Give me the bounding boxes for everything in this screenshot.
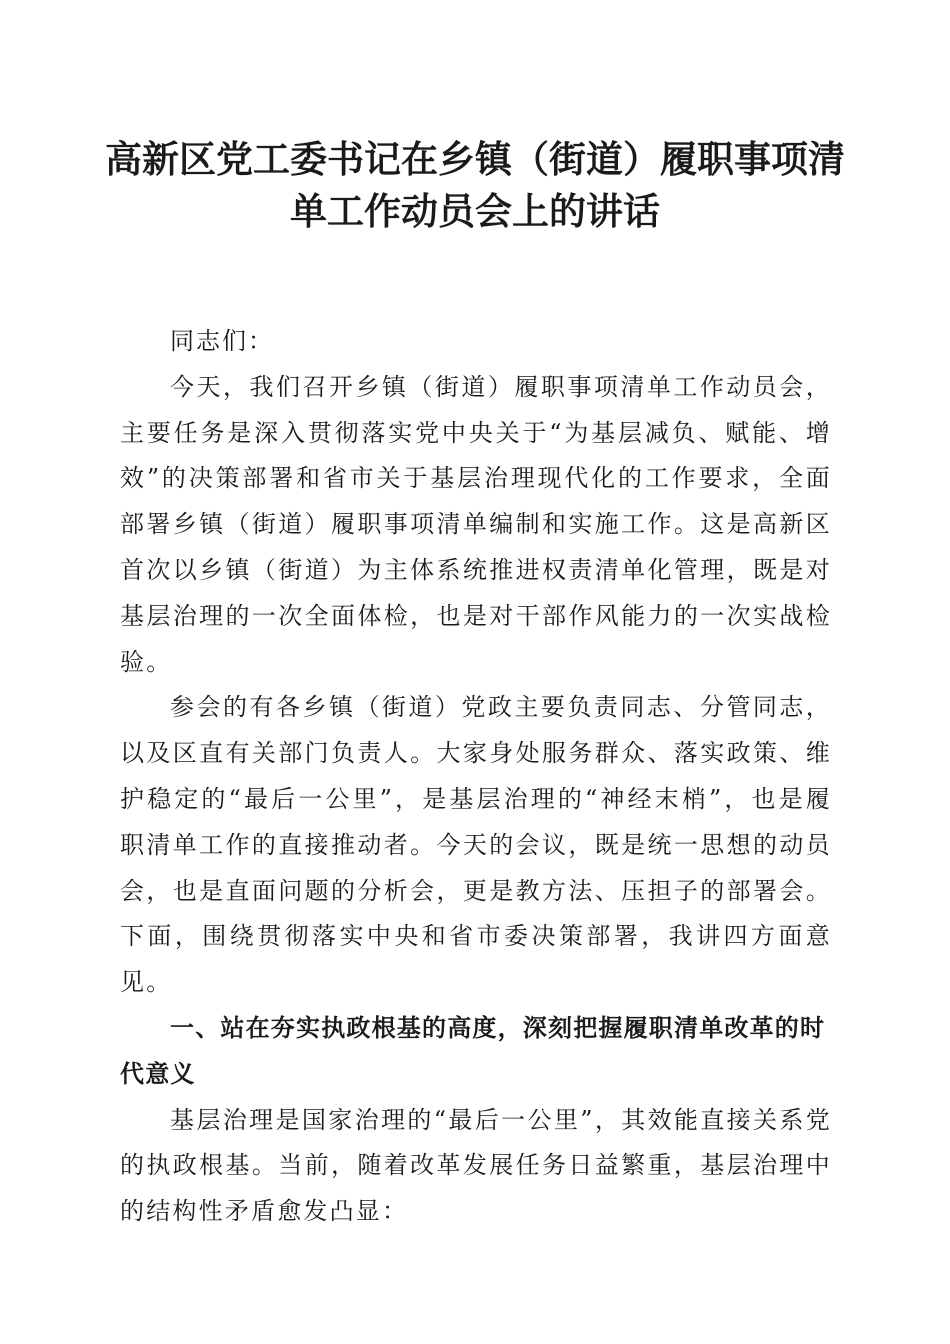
title-line-2: 单工作动员会上的讲话 [290,189,660,233]
title-line-1: 高新区党工委书记在乡镇（街道）履职事项清 [105,137,845,181]
document-body [120,319,832,1235]
paragraph-section-1: 基层治理是国家治理的“最后一公里”，其效能直接关系党的执政根基。当前，随着改革发展任务日益繁重，基层治理中的结构性矛盾愈发凸显： [120,1105,832,1226]
section-heading-1: 一、站在夯实执政根基的高度，深刻把握履职清单改革的时代意义 [120,1013,826,1088]
paragraph-opening: 今天，我们召开乡镇（街道）履职事项清单工作动员会，主要任务是深入贯彻落实党中央关于“为基层减负、赋能、增效”的决策部署和省市关于基层治理现代化的工作要求，全面部署乡镇（街道）履职事项清单编制和实施工作。这是高新区首次以乡镇（街道）为主体系统推进权责清单化管理，既是对基层治理的一次全面体检，也是对干部作风能力的一次实战检验。 [120,372,832,676]
document-title [100,133,850,237]
paragraph-attendees: 参会的有各乡镇（街道）党政主要负责同志、分管同志，以及区直有关部门负责人。大家身处服务群众、落实政策、维护稳定的“最后一公里”，是基层治理的“神经末梢”，也是履职清单工作的直接推动者。今天的会议，既是统一思想的动员会，也是直面问题的分析会，更是教方法、压担子的部署会。下面，围绕贯彻落实中央和省市委决策部署，我讲四方面意见。 [120,693,832,997]
greeting: 同志们： [170,327,274,355]
